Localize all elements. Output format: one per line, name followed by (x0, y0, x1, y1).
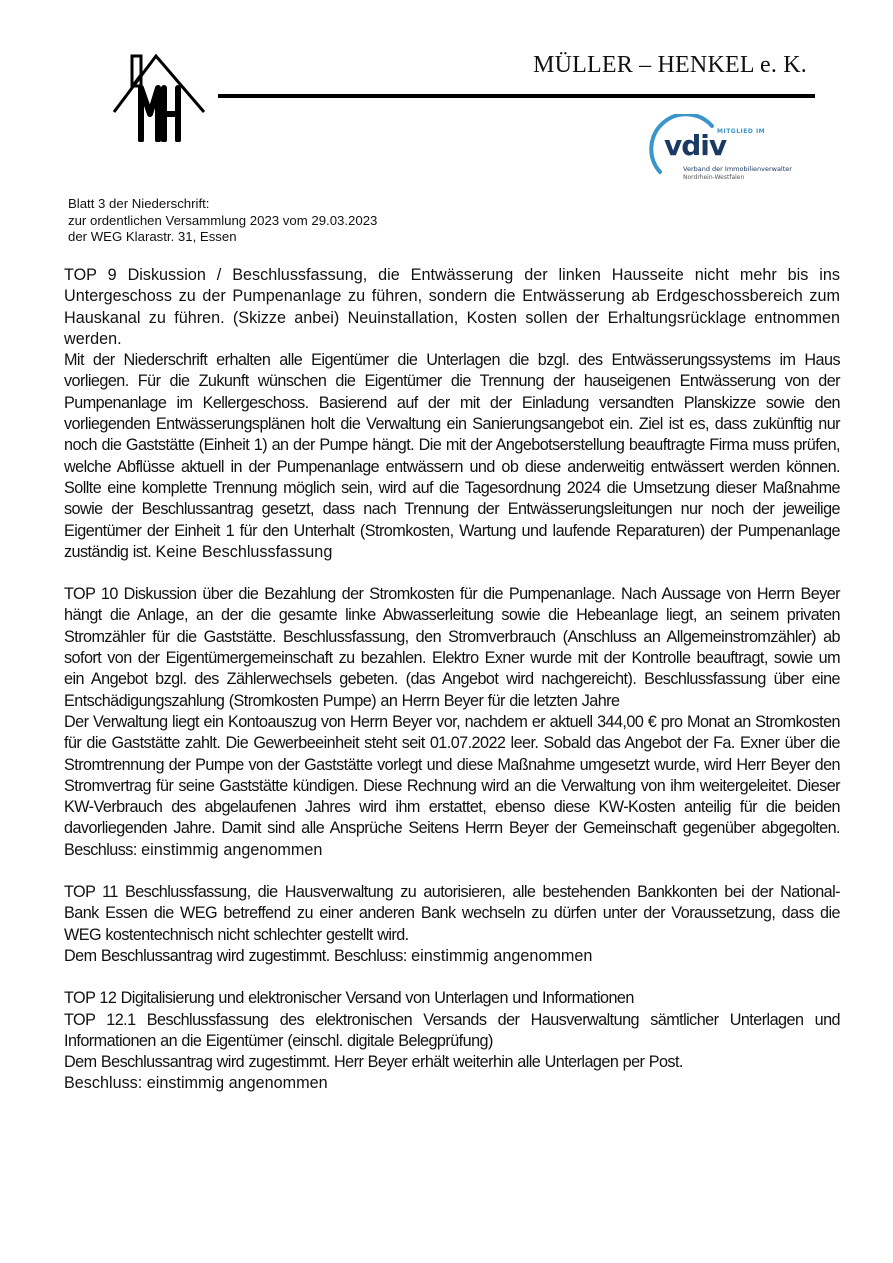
house-mh-logo-icon (110, 50, 210, 142)
top12-subheading: TOP 12.1 Beschlussfassung des elektronischen Versands der Hausverwaltung sämtlicher Unterlagen und Informationen an die Eigentümer (einschl. digitale Belegprüfung) (64, 1010, 840, 1050)
vdiv-region: Nordrhein-Westfalen (683, 174, 745, 181)
section-spacer (64, 967, 840, 988)
top12-result: Beschluss: einstimmig angenommen (64, 1074, 328, 1093)
top11-body-text: Dem Beschlussantrag wird zugestimmt. Beschluss: (64, 946, 407, 965)
top11-body (64, 946, 840, 967)
vdiv-member-label: MITGLIED IM (717, 128, 766, 135)
top9-body-text: Mit der Niederschrift erhalten alle Eigentümer die Unterlagen die bzgl. des Entwässerungssystems im Haus vorliegen. Für die Zukunft wünschen die Eigentümer die Trennung der hauseigenen Entwässerung von der Pumpenanlage im Kellergeschoss. Basierend auf der mit der Einladung versandten Planskizze sowie den vorliegenden Entwässerungsplänen holt die Verwaltung ein Sanierungsangebot ein. Ziel ist es, dass zukünftig nur noch die Gaststätte (Einheit 1) an der Pumpe hängt. Die mit der Angebotserstellung beauftragte Firma muss prüfen, welche Abflüsse aktuell in der Pumpenanlage entwässern und ob diese anderweitig entwässert werden können. Sollte eine komplette Trennung möglich sein, wird auf die Tagesordnung 2024 die Umsetzung dieser Maßnahme sowie der Beschlussantrag gesetzt, dass nach Trennung der Entwässerungsleitungen nur noch der jeweilige Eigentümer der Einheit 1 für den Unterhalt (Stromkosten, Wartung und laufende Reparaturen) der Pumpenanlage zuständig ist. (64, 351, 840, 561)
header-divider (218, 94, 815, 98)
top9-result: Keine Beschlussfassung (155, 542, 333, 561)
top12-heading: TOP 12 Digitalisierung und elektronischer Versand von Unterlagen und Informationen (64, 989, 634, 1008)
top10-heading: TOP 10 Diskussion über die Bezahlung der Stromkosten für die Pumpenanlage. Nach Aussage von Herrn Beyer hängt die Anlage, an der die gesamte linke Abwasserleitung sowie die Hebeanlage liegt, an seinem privaten Stromzähler für die Gaststätte. Beschlussfassung, den Stromverbrauch (Anschluss an Allgemeinstromzähler) ab sofort von der Eigentümergemeinschaft zu bezahlen. Elektro Exner wurde mit der Kontrolle beauftragt, sowie um ein Angebot bzgl. des Zählerwechsels gebeten. (das Angebot wird nachgereicht). Beschlussfassung über eine Entschädigungszahlung (Stromkosten Pumpe) an Herrn Beyer für die letzten Jahre (64, 585, 840, 710)
agenda-item-top9 (64, 265, 840, 563)
sheet-label: Blatt 3 der Niederschrift: (68, 196, 210, 211)
agenda-item-top11 (64, 882, 840, 967)
minutes-body (64, 265, 840, 1095)
vdiv-wordmark: vdiv (664, 129, 727, 162)
document-meta (68, 196, 377, 246)
top9-heading: TOP 9 Diskussion / Beschlussfassung, die Entwässerung der linken Hausseite nicht mehr bis ins Untergeschoss zu der Pumpenanlage zu führen, sondern die Entwässerung ab Erdgeschossbereich zum Hauskanal zu führen. (Skizze anbei) Neuinstallation, Kosten sollen der Erhaltungsrücklage entnommen werden. (64, 266, 840, 348)
vdiv-subtitle: Verband der Immobilienverwalter (683, 165, 792, 173)
agenda-item-top12 (64, 988, 840, 1094)
top12-body: Dem Beschlussantrag wird zugestimmt. Herr Beyer erhält weiterhin alle Unterlagen per Post. (64, 1053, 683, 1072)
property-label: der WEG Klarastr. 31, Essen (68, 229, 237, 244)
top11-result: einstimmig angenommen (411, 946, 593, 965)
meeting-label: zur ordentlichen Versammlung 2023 vom 29.03.2023 (68, 212, 378, 228)
top11-heading: TOP 11 Beschlussfassung, die Hausverwaltung zu autorisieren, alle bestehenden Bankkonten bei der National-Bank Essen die WEG betreffend zu einer anderen Bank wechseln zu dürfen unter der Voraussetzung, dass die WEG kostentechnisch nicht schlechter gestellt wird. (64, 883, 840, 944)
top10-body-text: Der Verwaltung liegt ein Kontoauszug von Herrn Beyer vor, nachdem er aktuell 344,00 € pro Monat an Stromkosten für die Gaststätte zahlt. Die Gewerbeeinheit steht seit 01.07.2022 leer. Sobald das Angebot der Fa. Exner über die Stromtrennung der Pumpe von der Gaststätte vorlegt und diese Maßnahme umgesetzt wurde, wird Herr Beyer den Stromvertrag für seine Gaststätte kündigen. Diese Rechnung wird an die Verwaltung von ihm weitergeleitet. Dieser KW-Verbrauch des abgelaufenen Jahres wird ihm erstattet, ebenso diese KW-Kosten anteilig für die beiden davorliegenden Jahre. Damit sind alle Ansprüche Seitens Herrn Beyer der Gemeinschaft gegenüber abgegolten. Beschluss: (64, 712, 840, 859)
agenda-item-top10 (64, 584, 840, 861)
section-spacer (64, 563, 840, 584)
top10-result: einstimmig angenommen (141, 840, 323, 859)
company-name: MÜLLER – HENKEL e. K. (533, 52, 807, 78)
vdiv-membership-badge (646, 114, 806, 190)
top10-body (64, 712, 840, 861)
section-spacer (64, 861, 840, 882)
top9-body (64, 350, 840, 563)
